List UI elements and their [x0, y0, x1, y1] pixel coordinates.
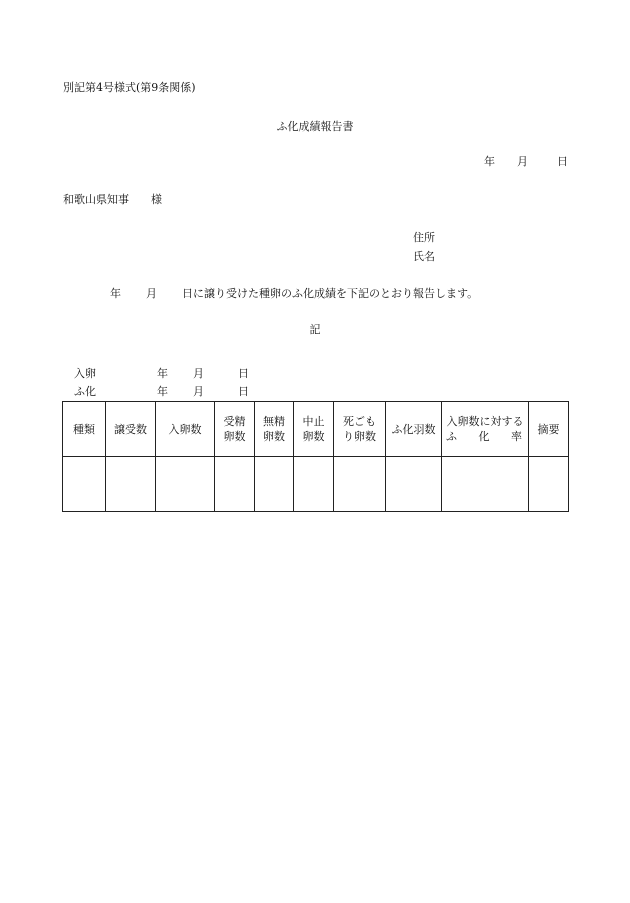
header-fertile-eggs: 受精 卵数	[215, 402, 255, 457]
addressee	[63, 193, 162, 206]
header-hatched-count: ふ化羽数	[386, 402, 442, 457]
body-sentence: 日に譲り受けた種卵のふ化成績を下記のとおり報告します。	[182, 287, 479, 300]
header-hatch-rate: 入卵数に対する ふ 化 率	[442, 402, 529, 457]
table-cell[interactable]	[529, 457, 569, 512]
header-type: 種類	[63, 402, 106, 457]
sender-address-label: 住所	[413, 231, 435, 244]
date-row-label: ふ化	[74, 385, 96, 398]
table-cell[interactable]	[106, 457, 156, 512]
table-header-row	[63, 402, 569, 457]
table-cell[interactable]	[334, 457, 386, 512]
date-row-month: 月	[193, 367, 204, 380]
header-eggs-set: 入卵数	[156, 402, 215, 457]
body-text	[110, 287, 478, 300]
date-row-year: 年	[157, 385, 168, 398]
table-cell[interactable]	[215, 457, 255, 512]
record-heading: 記	[309, 323, 321, 336]
table-cell[interactable]	[255, 457, 294, 512]
header-received-count: 譲受数	[106, 402, 156, 457]
header-infertile-eggs: 無精 卵数	[255, 402, 294, 457]
date-row-year: 年	[157, 367, 168, 380]
date-row-month: 月	[193, 385, 204, 398]
table-cell[interactable]	[442, 457, 529, 512]
report-date-line	[484, 155, 568, 168]
table-cell[interactable]	[294, 457, 334, 512]
table-cell[interactable]	[386, 457, 442, 512]
addressee-name: 和歌山県知事	[63, 193, 129, 206]
table-row	[63, 457, 569, 512]
report-date-month: 月	[517, 155, 528, 168]
table-cell[interactable]	[63, 457, 106, 512]
date-row-day: 日	[238, 367, 249, 380]
report-date-day: 日	[557, 155, 568, 168]
date-row-label: 入卵	[74, 367, 96, 380]
hatch-date-row	[74, 385, 249, 398]
sender-name-label: 氏名	[413, 250, 435, 263]
date-row-day: 日	[238, 385, 249, 398]
body-month: 月	[146, 287, 157, 300]
header-remarks: 摘要	[529, 402, 569, 457]
header-discontinued-eggs: 中止 卵数	[294, 402, 334, 457]
header-dead-in-shell-eggs: 死ごも り卵数	[334, 402, 386, 457]
egg-in-date-row	[74, 367, 249, 380]
form-number: 別記第4号様式(第9条関係)	[63, 81, 196, 94]
document-title: ふ化成績報告書	[276, 120, 354, 133]
body-year: 年	[110, 287, 121, 300]
addressee-honorific: 様	[151, 193, 162, 206]
hatch-results-table	[62, 401, 569, 512]
table-cell[interactable]	[156, 457, 215, 512]
report-date-year: 年	[484, 155, 495, 168]
